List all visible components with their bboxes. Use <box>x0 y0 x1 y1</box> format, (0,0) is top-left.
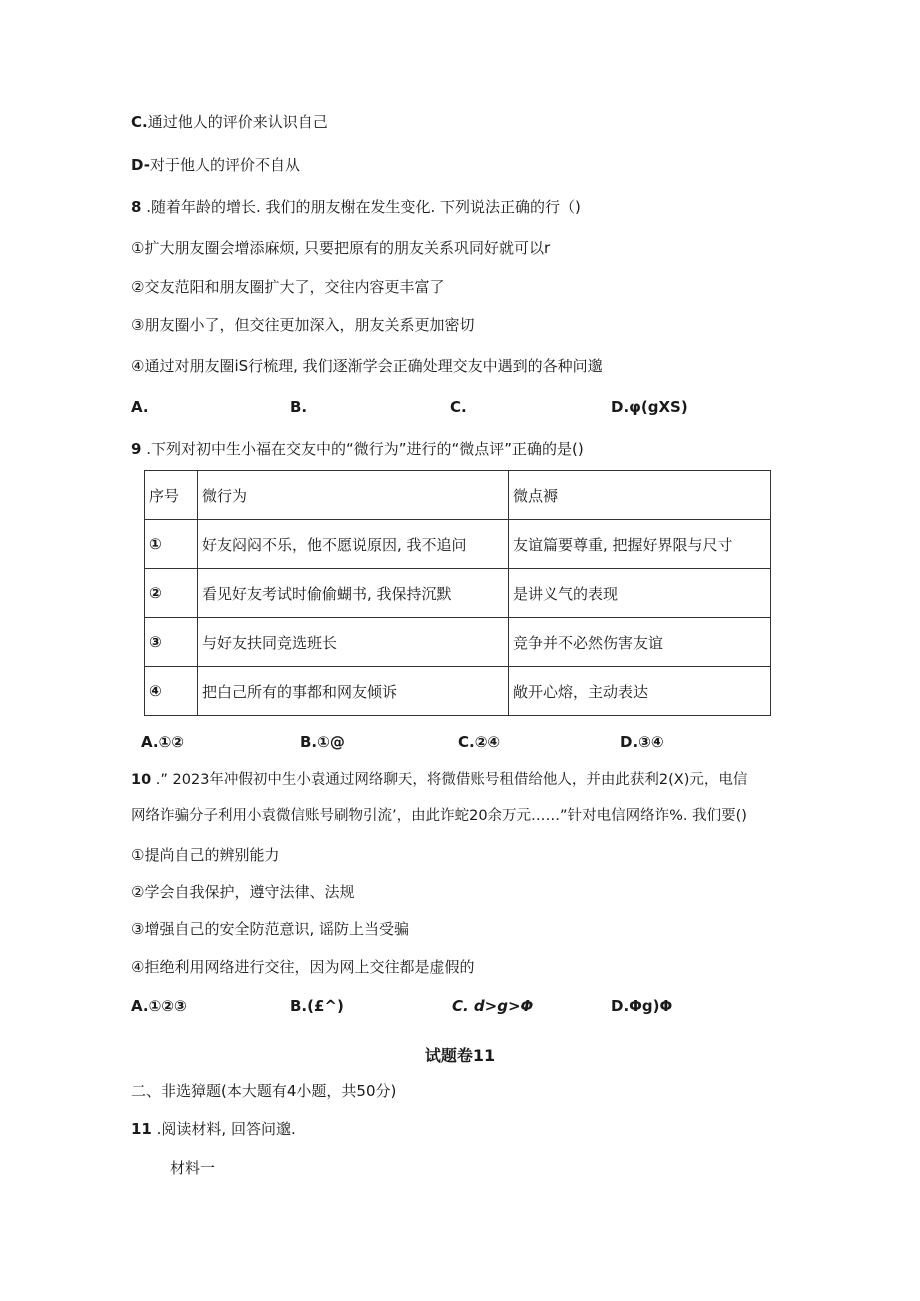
q8-statement-1: ①扩大朋友圈会增添麻烦, 只要把原有的朋友关系巩同好就可以r <box>131 239 551 257</box>
table-cell: 敞开心熔，主动表达 <box>509 667 771 716</box>
q8-option-a: A. <box>131 398 149 416</box>
q11-stem: 11 .阅读材料, 回答问邈. <box>131 1120 296 1138</box>
q8-statement-2: ②交友范阳和朋友圈扩大了，交往内容更丰富了 <box>131 278 445 296</box>
table-row <box>145 667 771 716</box>
q10-stem-line-2: 网络诈骗分子利用小袁微信账号刷物引流’，由此诈蛇20余万元……”针对电信网络诈%. 我们要() <box>131 808 747 824</box>
q9-table <box>144 470 771 716</box>
table-header-cell: 微行为 <box>198 471 509 520</box>
q10-option-c: C. d>g>Φ <box>452 997 534 1015</box>
q10-statement-1: ①提尚自己的辨别能力 <box>131 846 280 864</box>
table-cell: ① <box>145 520 198 569</box>
table-cell: 好友闷闷不乐，他不愿说原因, 我不追问 <box>198 520 509 569</box>
q10-option-d: D.Φg)Φ <box>611 997 673 1015</box>
table-cell: 把白己所有的事都和网友倾诉 <box>198 667 509 716</box>
table-cell: 看见好友考试时偷偷蝴书, 我保持沉默 <box>198 569 509 618</box>
q8-option-b: B. <box>290 398 308 416</box>
q8-statement-3: ③朋友圈小了，但交往更加深入，朋友关系更加密切 <box>131 316 475 334</box>
q8-statement-4: ④通过对朋友圈iS行梳理, 我们逐渐学会正确处理交友中遇到的各种问邈 <box>131 357 603 375</box>
q10-statement-4: ④拒绝利用网络进行交往，因为网上交往都是虚假的 <box>131 958 475 976</box>
q10-statement-3: ③增强自己的安全防范意识, 谣防上当受骗 <box>131 920 409 938</box>
q10-stem-line-1: 10 .” 2023年冲假初中生小袁通过网络聊天，将微借账号租借给他人，并由此获利2(X)元，电信 <box>131 772 748 788</box>
table-row <box>145 618 771 667</box>
table-cell: 竞争并不必然伤害友谊 <box>509 618 771 667</box>
q7-option-c: C.通过他人的评价来认识自己 <box>131 113 328 131</box>
table-cell: 友谊篇要尊重, 把握好界限与尺寸 <box>509 520 771 569</box>
q9-option-b: B.①@ <box>300 733 345 751</box>
q9-option-d: D.③④ <box>620 733 664 751</box>
q9-option-c: C.②④ <box>458 733 501 751</box>
table-cell: ② <box>145 569 198 618</box>
q9-option-a: A.①② <box>141 733 184 751</box>
q10-option-a: A.①②③ <box>131 997 187 1015</box>
q8-stem: 8 .随着年龄的增长. 我们的朋友榭在发生变化. 下列说法正确的行（) <box>131 198 581 216</box>
q11-material-label: 材料一 <box>170 1159 216 1177</box>
table-header-cell: 微点褥 <box>509 471 771 520</box>
table-header-cell: 序号 <box>145 471 198 520</box>
q8-option-d: D.φ(gXS) <box>611 398 688 416</box>
q10-statement-2: ②学会自我保护，遵守法律、法规 <box>131 883 355 901</box>
q10-option-b: B.(£^) <box>290 997 344 1015</box>
table-row <box>145 569 771 618</box>
part2-heading: 二、非选獐题(本大题有4小题，共50分) <box>131 1082 397 1100</box>
q7-option-d: D-对于他人的评价不自从 <box>131 156 300 174</box>
q9-stem: 9 .下列对初中生小福在交友中的“微行为”进行的“微点评”正确的是() <box>131 440 584 458</box>
table-cell: ④ <box>145 667 198 716</box>
section-title: 试题卷11 <box>424 1046 496 1065</box>
q8-option-c: C. <box>450 398 467 416</box>
table-header-row <box>145 471 771 520</box>
table-cell: 与好友扶同竞选班长 <box>198 618 509 667</box>
table-cell: ③ <box>145 618 198 667</box>
table-cell: 是讲义气的表现 <box>509 569 771 618</box>
table-row <box>145 520 771 569</box>
